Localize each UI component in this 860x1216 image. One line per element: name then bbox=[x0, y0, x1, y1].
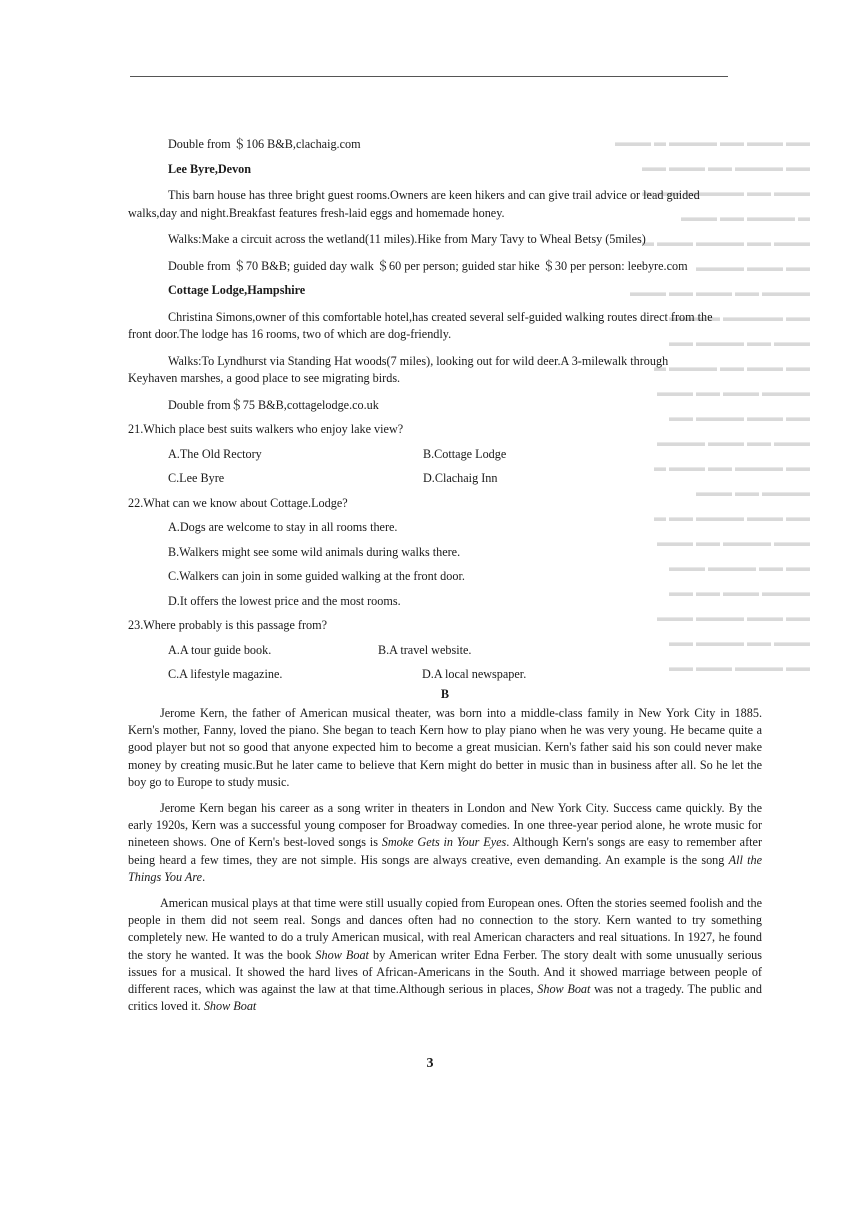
clachaig-price: Double from ＄106 B&B,clachaig.com bbox=[168, 137, 361, 151]
lee-byre-desc-line-1: This barn house has three bright guest rooms.Owners are keen hikers and can give trail advice or lead guided bbox=[168, 188, 700, 202]
cottage-lodge-desc-line-1: Christina Simons,owner of this comfortable hotel,has created several self-guided walking routes direct from the bbox=[168, 309, 713, 324]
question-22-stem: 22.What can we know about Cottage.Lodge? bbox=[128, 495, 348, 510]
question-23-options-row-2 bbox=[128, 666, 762, 684]
question-23-stem: 23.Where probably is this passage from? bbox=[128, 618, 328, 632]
book-title-show-boat-2: Show Boat bbox=[537, 982, 591, 997]
book-title-show-boat-3: Show Boat bbox=[203, 999, 257, 1014]
cottage-lodge-price: Double from＄75 B&B,cottagelodge.co.uk bbox=[168, 397, 379, 412]
lee-byre-desc-line-2: walks,day and night.Breakfast features fresh-laid eggs and homemade honey. bbox=[128, 205, 505, 220]
question-21-option-d: D.Clachaig Inn bbox=[423, 471, 498, 485]
song-title-smoke-gets-in-your-eyes: Smoke Gets in Your Eyes bbox=[381, 835, 507, 850]
passage-b-paragraph-3 bbox=[128, 895, 762, 1015]
question-22-option-c: C.Walkers can join in some guided walking at the front door. bbox=[168, 569, 465, 583]
book-title-show-boat: Show Boat bbox=[315, 947, 369, 962]
passage-b bbox=[128, 705, 762, 1015]
lee-byre-price: Double from ＄70 B&B; guided day walk ＄60 per person; guided star hike ＄30 per person: leebyre.com bbox=[168, 258, 688, 273]
p2-text-c: . bbox=[202, 869, 206, 884]
p2-text-b: . Although Kern's songs are easy to remember after being heard a few times, they are not simple. His songs are always creative, even demanding. An example is the song bbox=[128, 835, 763, 867]
p3-text-a: American musical plays at that time were still usually copied from European ones. Often the stories seemed foolish and the people in them did not seem real. Songs and dances often had no connection to the story. Kern wanted to try something completely new. He wanted to do a truly American musical, with real American characters and real situations. In 1927, he found the story he wanted. It was the book bbox=[128, 896, 762, 962]
cottage-lodge-walks-line-2: Keyhaven marshes, a good place to see migrating birds. bbox=[128, 371, 401, 385]
question-21-options-row-2 bbox=[128, 470, 762, 488]
p2-text-a: Jerome Kern began his career as a song writer in theaters in London and New York City. Success came quickly. By the early 1920s, Kern was a successful young composer for Broadway comedies. In one three-year period alone, he wrote music for nineteen shows. One of Kern's best-loved songs is bbox=[128, 801, 762, 850]
section-b-label: B bbox=[440, 686, 450, 701]
question-21-options-row-1 bbox=[128, 446, 762, 464]
lee-byre-heading: Lee Byre,Devon bbox=[168, 161, 252, 176]
cottage-lodge-desc-line-2: front door.The lodge has 16 rooms, two of which are dog-friendly. bbox=[128, 327, 452, 341]
question-23-option-a: A.A tour guide book. bbox=[168, 642, 272, 657]
passage-b-paragraph-1: Jerome Kern, the father of American musical theater, was born into a middle-class family in New York City in 1885. Kern's mother, Fanny, loved the piano. She began to teach Kern how to play piano when he was very young. He became quite a good player but not so good that anyone expected him to become a great musician. Kern's father said his son could never make money by creating music.But he later came to believe that Kern might do better in music than in business after all. So he let the boy go to Europe to study music. bbox=[128, 706, 762, 789]
question-21-option-c: C.Lee Byre bbox=[168, 471, 225, 485]
p3-text-b: by American writer Edna Ferber. The story dealt with some unusually serious issues for a musical. It showed the hard lives of African-Americans in the South. And it showed marriage between people of different races, which was against the law at that time.Although serious in places, bbox=[128, 947, 763, 997]
question-21-stem: 21.Which place best suits walkers who enjoy lake view? bbox=[128, 422, 404, 436]
question-21-option-a: A.The Old Rectory bbox=[168, 446, 262, 461]
passage-b-paragraph-2 bbox=[128, 800, 762, 886]
question-23-option-d: D.A local newspaper. bbox=[422, 667, 527, 681]
bleed-through-texture: ▬▬ ▬▬▬ ▬▬ ▬▬▬▬ ▬ ▬▬▬ ▬▬ ▬▬▬▬ ▬▬ ▬▬▬ ▬▬ ▬▬▬ ▬▬ ▬▬▬▬▬ ▬▬ ▬ ▬ ▬▬▬▬ ▬▬ ▬▬▬ ▬▬▬ ▬▬ ▬▬▬▬ ▬▬▬ ▬ ▬▬ ▬▬▬ ▬▬▬▬ ▬▬▬▬ ▬▬ ▬▬▬ ▬▬ ▬▬▬ ▬▬ ▬▬▬▬▬ ▬ ▬▬▬ ▬▬▬ ▬▬ ▬▬▬▬ ▬▬ ▬▬ ▬▬▬ ▬▬ ▬▬▬▬ ▬ ▬▬▬▬ ▬▬▬ ▬▬ ▬▬▬ ▬▬ ▬▬▬ ▬▬▬▬ ▬▬ ▬▬▬ ▬▬ ▬▬▬ ▬▬▬▬ ▬▬ ▬▬▬▬ ▬▬ ▬▬▬ ▬ ▬▬▬▬ ▬▬ ▬▬▬ ▬▬ ▬▬▬ ▬▬▬▬ ▬▬ ▬ ▬▬▬ ▬▬▬▬ ▬▬ ▬▬▬ ▬▬ ▬▬ ▬▬▬▬ ▬▬▬ ▬▬▬▬ ▬▬▬ ▬▬ ▬▬ ▬▬ ▬▬▬ ▬▬▬▬ ▬▬▬ ▬▬▬ ▬▬ ▬▬▬▬ ▬▬ ▬▬ ▬▬▬▬ ▬▬▬ ▬▬ bbox=[615, 135, 810, 674]
question-21-option-b: B.Cottage Lodge bbox=[423, 446, 507, 461]
song-title-all-the-things-you-are: All the Things You Are bbox=[128, 852, 762, 884]
question-23-option-b: B.A travel website. bbox=[378, 642, 472, 657]
question-22-option-b: B.Walkers might see some wild animals during walks there. bbox=[168, 544, 461, 559]
p3-text-c: was not a tragedy. The public and critics loved it. bbox=[128, 982, 762, 1014]
cottage-lodge-walks-line-1: Walks:To Lyndhurst via Standing Hat woods(7 miles), looking out for wild deer.A 3-milewalk through bbox=[168, 353, 669, 368]
question-22-option-a: A.Dogs are welcome to stay in all rooms there. bbox=[168, 520, 398, 534]
question-23-option-c: C.A lifestyle magazine. bbox=[168, 667, 283, 681]
page-content bbox=[128, 136, 762, 1024]
question-22-option-d: D.It offers the lowest price and the most rooms. bbox=[168, 593, 401, 608]
cottage-lodge-heading: Cottage Lodge,Hampshire bbox=[168, 283, 306, 297]
question-23-options-row-1 bbox=[128, 642, 762, 660]
header-rule bbox=[130, 76, 728, 77]
lee-byre-walks: Walks:Make a circuit across the wetland(11 miles).Hike from Mary Tavy to Wheal Betsy (5miles) bbox=[168, 232, 646, 246]
page-number: 3 bbox=[426, 1056, 434, 1071]
